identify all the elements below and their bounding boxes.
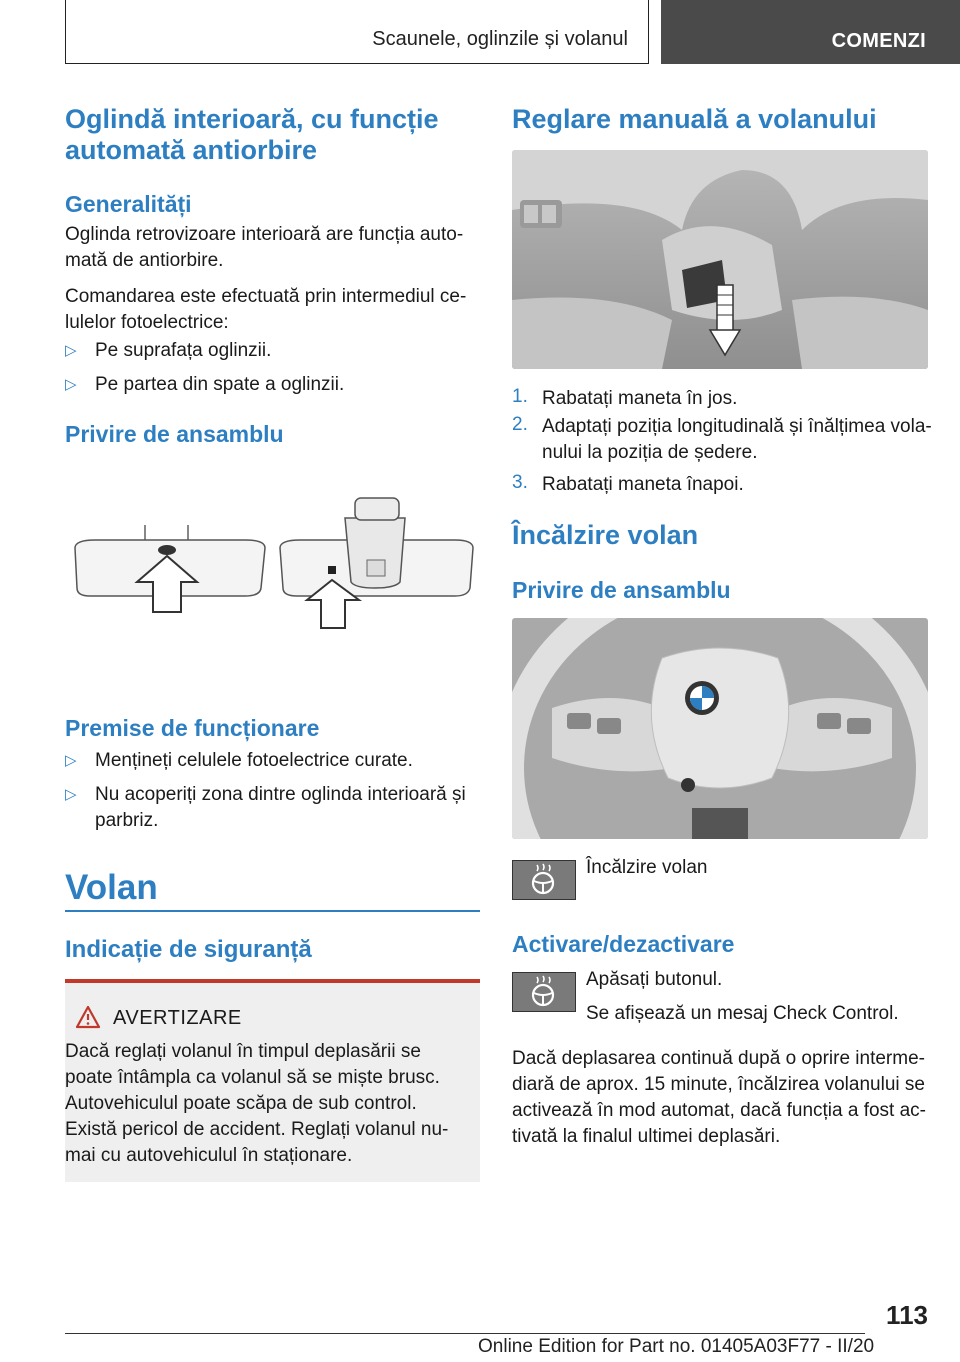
list-item: ▷ Pe suprafața oglinzii. xyxy=(65,338,480,364)
overview-heading-right: Privire de ansamblu xyxy=(512,577,731,603)
page-number: 113 xyxy=(886,1300,928,1330)
chapter-tab-label: COMENZI xyxy=(831,30,926,52)
mirror-heading: Oglindă interioară, cu funcție automată antiorbire xyxy=(65,104,439,165)
steering-wheel-photo xyxy=(512,618,928,839)
general-heading: Generalități xyxy=(65,191,192,217)
header-box xyxy=(65,0,649,64)
warning-text: Dacă reglați volanul în timpul deplasării se poate întâmpla ca volanul să se miște brusc. Autovehiculul poate scăpa de sub control. Există pericol de accident. Reglați volanul nu- mai cu autovehiculul în staționare. xyxy=(65,1041,449,1166)
triangle-bullet-icon: ▷ xyxy=(65,342,77,359)
step-item: 2. Adaptați poziția longitudinală și înălțimea vola- nului la poziția de ședere. xyxy=(512,414,932,466)
steering-heat-icon xyxy=(513,973,573,1009)
list-item xyxy=(65,782,480,834)
manual-heading: Reglare manuală a volanului xyxy=(512,104,877,134)
volan-heading: Volan xyxy=(65,868,158,907)
press-button-text: Apăsați butonul. xyxy=(586,969,723,990)
warning-box xyxy=(65,983,480,1182)
triangle-bullet-icon: ▷ xyxy=(65,752,77,769)
list-item: ▷ Mențineți celulele fotoelectrice curate. xyxy=(65,748,480,774)
general-paragraph-1: Oglinda retrovizoare interioară are funcția auto- mată de antiorbire. xyxy=(65,224,464,271)
steering-heat-icon xyxy=(513,861,573,897)
warning-triangle-icon xyxy=(75,1005,101,1029)
section-title: Scaunele, oglinzile și volanul xyxy=(372,28,628,50)
chapter-tab[interactable] xyxy=(661,0,960,64)
general-paragraph-2: Comandarea este efectuată prin intermediul ce- lulelor fotoelectrice: xyxy=(65,286,467,333)
triangle-bullet-icon: ▷ xyxy=(65,376,77,393)
icon-caption: Încălzire volan xyxy=(586,857,708,878)
overview-heading-left: Privire de ansamblu xyxy=(65,421,284,447)
safety-heading: Indicație de siguranță xyxy=(65,936,312,963)
list-item: ▷ Pe partea din spate a oglinzii. xyxy=(65,372,480,398)
activation-heading: Activare/dezactivare xyxy=(512,931,735,957)
heating-heading: Încălzire volan xyxy=(512,520,699,550)
list-item-text: Nu acoperiți zona dintre oglinda interioară și parbriz. xyxy=(95,784,466,831)
edition-text: Online Edition for Part no. 01405A03F77 - II/20 xyxy=(478,1336,875,1357)
steering-column-photo xyxy=(512,150,928,369)
check-control-text: Se afișează un mesaj Check Control. xyxy=(586,1003,899,1024)
footer-rule xyxy=(65,1333,865,1334)
step-item: 1. Rabatați maneta în jos. xyxy=(512,386,738,409)
final-paragraph: Dacă deplasarea continuă după o oprire interme- diară de aprox. 15 minute, încălzirea volanului se activează în mod automat, dacă funcția a fost ac- tivată la finalul ultimei deplasări. xyxy=(512,1048,927,1147)
warning-label: AVERTIZARE xyxy=(113,1007,242,1029)
step-text: Adaptați poziția longitudinală și înălțimea vola- nului la poziția de ședere. xyxy=(542,416,932,463)
premise-heading: Premise de funcționare xyxy=(65,715,320,741)
mirror-illustration xyxy=(65,490,480,650)
section-rule xyxy=(65,910,480,912)
step-item: 3. Rabatați maneta înapoi. xyxy=(512,472,744,495)
triangle-bullet-icon: ▷ xyxy=(65,786,77,803)
steering-heating-button-2[interactable] xyxy=(512,972,576,1012)
steering-heating-button[interactable] xyxy=(512,860,576,900)
